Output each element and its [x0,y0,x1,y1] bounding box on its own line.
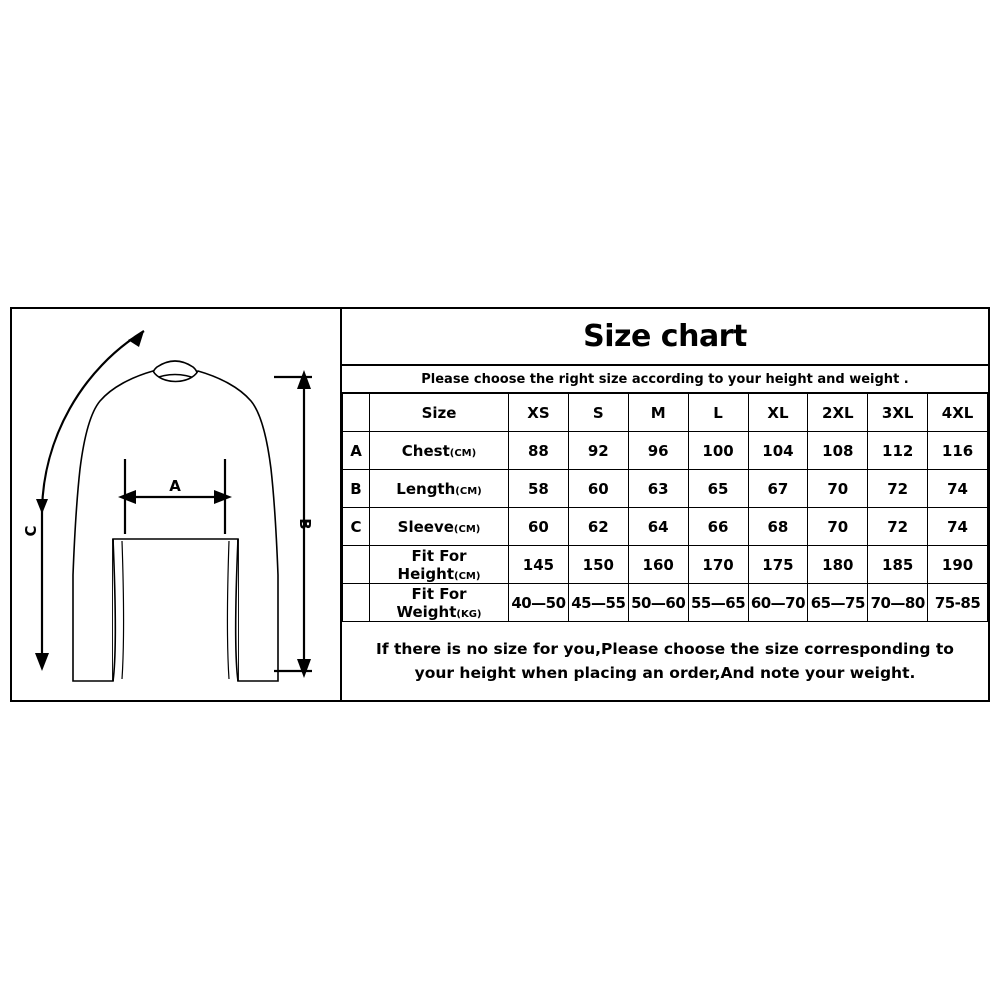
cell-height-xl: 175 [748,546,808,584]
cell-sleeve-s: 62 [568,508,628,546]
page-title: Size chart [583,319,747,354]
row-unit-chest: (CM) [449,447,477,459]
table-row [343,584,988,622]
cell-height-3xl: 185 [868,546,928,584]
cell-length-3xl: 72 [868,470,928,508]
cell-length-2xl: 70 [808,470,868,508]
chart-note-line-1: If there is no size for you,Please choose the size corresponding to [376,639,954,658]
row-label-fit-weight [370,584,509,622]
cell-chest-m: 96 [628,432,688,470]
cell-sleeve-2xl: 70 [808,508,868,546]
cell-height-m: 160 [628,546,688,584]
cell-sleeve-l: 66 [688,508,748,546]
size-table [342,394,988,622]
row-letter-b: B [343,470,370,508]
cell-length-m: 63 [628,470,688,508]
cell-chest-s: 92 [568,432,628,470]
garment-diagram [12,309,342,700]
row-letter-weight [343,584,370,622]
cell-sleeve-4xl: 74 [928,508,988,546]
header-size-label: Size [370,394,509,432]
header-size-s: S [568,394,628,432]
table-row [343,546,988,584]
header-size-m: M [628,394,688,432]
chart-title-row [342,309,988,366]
cell-chest-l: 100 [688,432,748,470]
table-row [343,432,988,470]
cell-weight-l: 55—65 [688,584,748,622]
row-label-sleeve-text: Sleeve [397,517,454,536]
cell-sleeve-xl: 68 [748,508,808,546]
header-size-xs: XS [509,394,569,432]
chart-subtitle: Please choose the right size according to your height and weight . [421,371,909,387]
header-size-3xl: 3XL [868,394,928,432]
row-label-length [370,470,509,508]
cell-height-xs: 145 [509,546,569,584]
header-size-xl: XL [748,394,808,432]
size-table-pane [342,309,988,700]
cell-chest-4xl: 116 [928,432,988,470]
chart-subtitle-row [342,366,988,394]
table-header-row [343,394,988,432]
row-letter-c: C [343,508,370,546]
row-unit-length: (CM) [455,485,482,497]
chart-note-line-2: your height when placing an order,And note your weight. [414,664,916,682]
header-letter-spacer [343,394,370,432]
row-label-sleeve [370,508,509,546]
cell-height-s: 150 [568,546,628,584]
cell-weight-m: 50—60 [628,584,688,622]
cell-length-l: 65 [688,470,748,508]
table-row [343,508,988,546]
cell-chest-xl: 104 [748,432,808,470]
row-label-length-text: Length [396,479,456,498]
cell-chest-xs: 88 [509,432,569,470]
cell-weight-xl: 60—70 [748,584,808,622]
shirt-illustration-svg [12,309,338,700]
row-unit-sleeve: (CM) [453,523,481,535]
size-chart-panel [10,307,990,702]
cell-height-l: 170 [688,546,748,584]
label-c: C [22,525,40,537]
chart-note [342,622,988,700]
header-size-l: L [688,394,748,432]
row-label-chest [370,432,509,470]
cell-sleeve-3xl: 72 [868,508,928,546]
table-row [343,470,988,508]
cell-height-2xl: 180 [808,546,868,584]
cell-length-xs: 58 [509,470,569,508]
cell-weight-xs: 40—50 [509,584,569,622]
label-b: B [296,518,314,530]
cell-height-4xl: 190 [928,546,988,584]
cell-sleeve-xs: 60 [509,508,569,546]
row-letter-height [343,546,370,584]
cell-weight-3xl: 70—80 [868,584,928,622]
cell-length-s: 60 [568,470,628,508]
row-label-fit-weight-text: Fit For Weight [396,584,467,621]
cell-length-4xl: 74 [928,470,988,508]
row-label-chest-text: Chest [401,441,450,460]
cell-length-xl: 67 [748,470,808,508]
label-a: A [169,477,181,495]
row-label-fit-height-text: Fit For Height [397,546,467,583]
cell-weight-2xl: 65—75 [808,584,868,622]
cell-chest-2xl: 108 [808,432,868,470]
row-letter-a: A [343,432,370,470]
row-unit-fit-height: (CM) [454,570,481,582]
cell-sleeve-m: 64 [628,508,688,546]
cell-weight-4xl: 75-85 [928,584,988,622]
header-size-2xl: 2XL [808,394,868,432]
cell-chest-3xl: 112 [868,432,928,470]
row-unit-fit-weight: (KG) [456,608,482,620]
header-size-4xl: 4XL [928,394,988,432]
cell-weight-s: 45—55 [568,584,628,622]
row-label-fit-height [370,546,509,584]
